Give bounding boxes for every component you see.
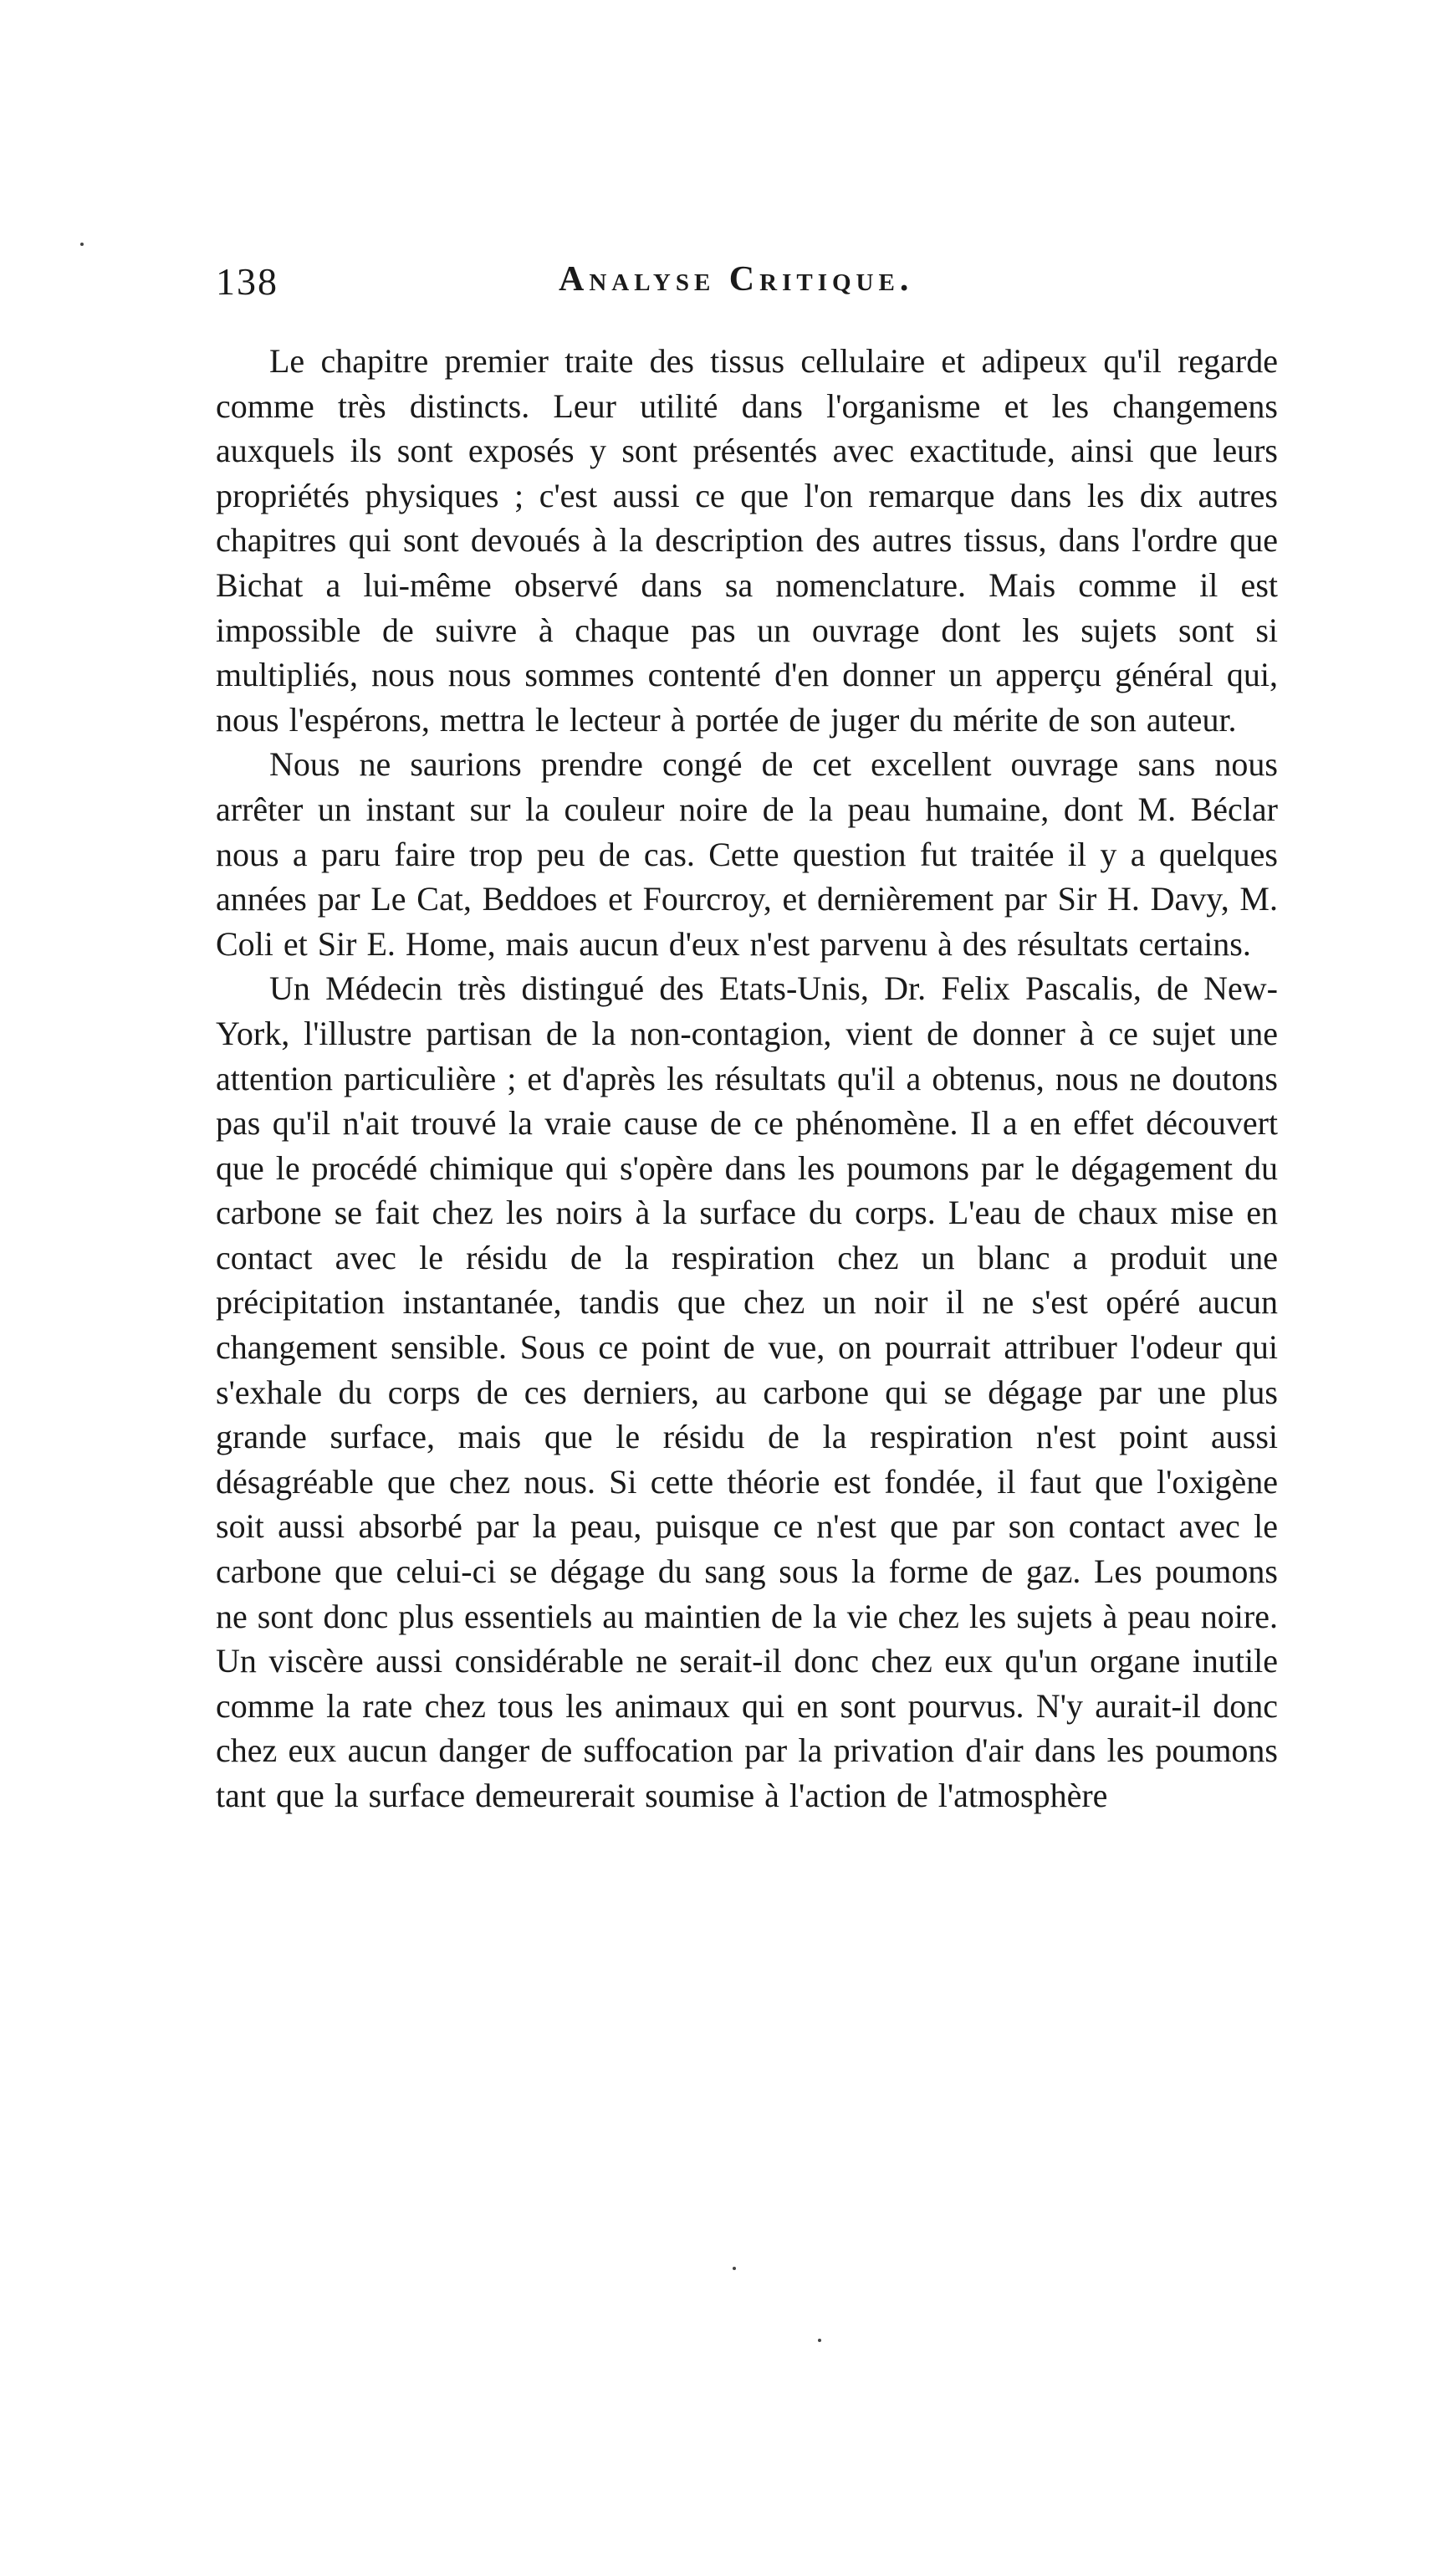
- ink-speck: [818, 2339, 821, 2342]
- body-text: [216, 339, 1278, 1818]
- ink-speck: [80, 243, 84, 246]
- paragraph-2: Nous ne saurions prendre congé de cet excellent ouvrage sans nous arrêter un instant sur la couleur noire de la peau humaine, dont M. Béclar nous a paru faire trop peu de cas. Cette question fut traitée il y a quelques années par Le Cat, Beddoes et Fourcroy, et dernièrement par Sir H. Davy, M. Coli et Sir E. Home, mais aucun d'eux n'est parvenu à des résultats certains.: [216, 745, 1278, 963]
- page-number: 138: [216, 260, 278, 303]
- running-title: Analyse Critique.: [559, 260, 914, 299]
- ink-speck: [733, 2267, 736, 2270]
- paragraph-1: Le chapitre premier traite des tissus cellulaire et adipeux qu'il regarde comme très distincts. Leur utilité dans l'organisme et les changemens auxquels ils sont exposés y sont présentés avec exactitude, ainsi que leurs propriétés physiques ; c'est aussi ce que l'on remarque dans les dix autres chapitres qui sont devoués à la description des autres tissus, dans l'ordre que Bichat a lui-même observé dans sa nomenclature. Mais comme il est impossible de suivre à chaque pas un ouvrage dont les sujets sont si multipliés, nous nous sommes contenté d'en donner un apperçu général qui, nous l'espérons, mettra le lecteur à portée de juger du mérite de son auteur.: [216, 342, 1278, 739]
- paragraph-3: Un Médecin très distingué des Etats-Unis, Dr. Felix Pascalis, de New-York, l'illustre partisan de la non-contagion, vient de donner à ce sujet une attention particulière ; et d'après les résultats qu'il a obtenus, nous ne doutons pas qu'il n'ait trouvé la vraie cause de ce phénomène. Il a en effet découvert que le procédé chimique qui s'opère dans les poumons par le dégagement du carbone se fait chez les noirs à la surface du corps. L'eau de chaux mise en contact avec le résidu de la respiration chez un blanc a produit une précipitation instantanée, tandis que chez un noir il ne s'est opéré aucun changement sensible. Sous ce point de vue, on pourrait attribuer l'odeur qui s'exhale du corps de ces derniers, au carbone qui se dégage par une plus grande surface, mais que le résidu de la respiration n'est point aussi désagréable que chez nous. Si cette théorie est fondée, il faut que l'oxigène soit aussi absorbé par la peau, puisque ce n'est que par son contact avec le carbone que celui-ci se dégage du sang sous la forme de gaz. Les poumons ne sont donc plus essentiels au maintien de la vie chez les sujets à peau noire. Un viscère aussi considérable ne serait-il donc chez eux qu'un organe inutile comme la rate chez tous les animaux qui en sont pourvus. N'y aurait-il donc chez eux aucun danger de suffocation par la privation d'air dans les poumons tant que la surface demeurerait soumise à l'action de l'atmosphère: [216, 969, 1278, 1814]
- page-header: [216, 259, 1278, 309]
